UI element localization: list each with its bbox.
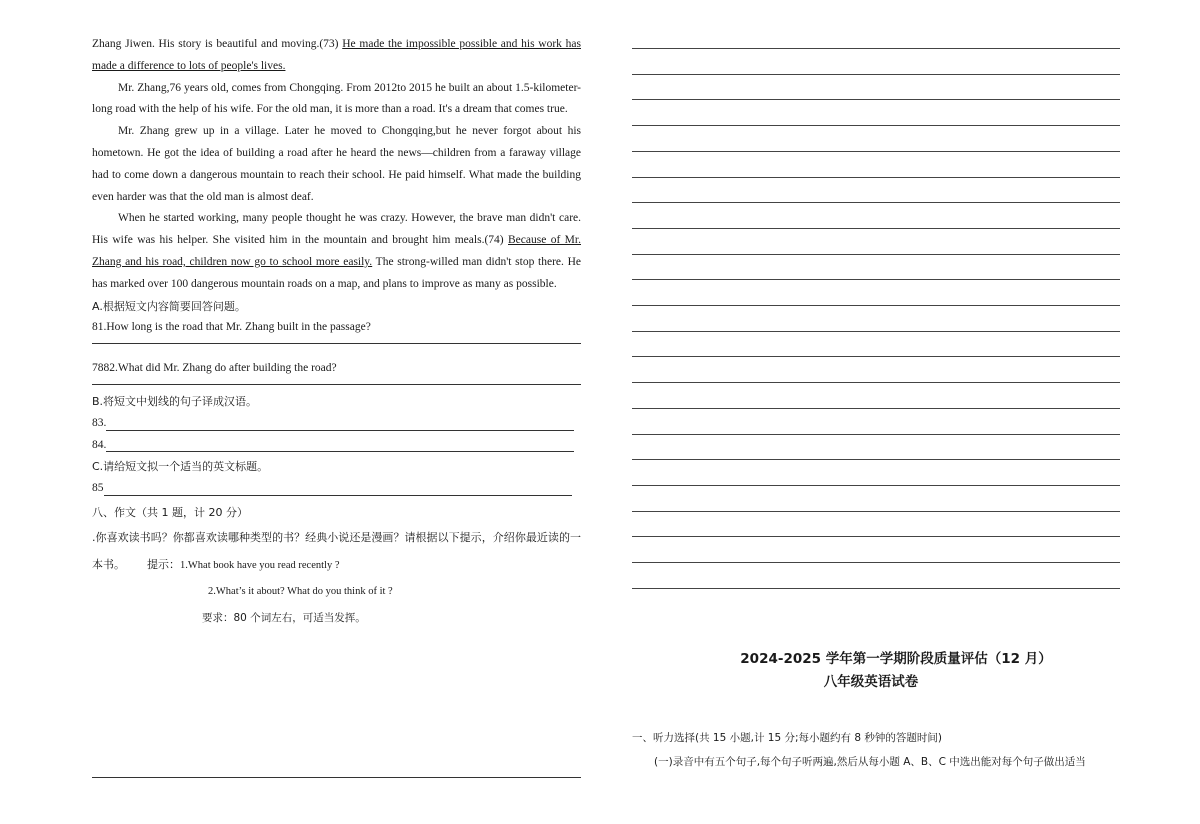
passage-paragraph-4 (92, 208, 581, 295)
answer-line-84[interactable] (106, 437, 574, 452)
writing-line[interactable] (632, 254, 1120, 255)
question-81: 81.How long is the road that Mr. Zhang built in the passage? (92, 321, 371, 334)
answer-line-83[interactable] (106, 416, 574, 431)
exam-title: 2024-2025 学年第一学期阶段质量评估（12 月） (740, 651, 1052, 667)
question-83-number: 83. (92, 416, 107, 429)
answer-line-85[interactable] (104, 481, 572, 496)
writing-line[interactable] (632, 562, 1120, 563)
passage-text: Zhang Jiwen. His story is beautiful and moving.(73) (92, 38, 343, 50)
writing-line[interactable] (632, 408, 1120, 409)
writing-line[interactable] (632, 588, 1120, 589)
writing-line[interactable] (632, 151, 1120, 152)
underlined-sentence-73: He made the impossible possible and his work has made a difference to lots of people's lives. (92, 38, 581, 72)
answer-row-83 (92, 413, 581, 435)
writing-line[interactable] (632, 125, 1120, 126)
writing-line[interactable] (632, 536, 1120, 537)
writing-prompt-text: .你喜欢读书吗？你都喜欢读哪种类型的书？经典小说还是漫画？请根据以下提示，介绍你最近读的一本书。 (92, 530, 581, 571)
passage-paragraph-2: Mr. Zhang,76 years old, comes from Chongqing. From 2012to 2015 he built an about 1.5-kilometer-long road with the help of his wife. For the old man, it is more than a road. It's a dream that comes true. (92, 81, 581, 116)
exam-title-block (632, 648, 1120, 694)
answer-row-84 (92, 435, 581, 457)
section-b-heading: B.将短文中划线的句子译成汉语。 (92, 394, 258, 408)
writing-line[interactable] (632, 434, 1120, 435)
hint-1: 1.What book have you read recently ? (180, 559, 340, 571)
answer-line-82[interactable] (92, 384, 581, 385)
passage-text: When he started working, many people thought he was crazy. However, the brave man didn't care. His wife was his helper. She visited him in the mountain and brought him meals.(74) (92, 212, 581, 247)
answer-line-81[interactable] (92, 343, 581, 344)
question-82: 7882.What did Mr. Zhang do after building the road? (92, 362, 337, 375)
writing-line[interactable] (632, 485, 1120, 486)
question-85-number: 85 (92, 482, 104, 495)
passage-text: The strong-willed man didn't stop there. He has marked over 100 dangerous mountain roads on a map, and plans to improve as many as possible. (92, 255, 581, 290)
writing-line[interactable] (632, 228, 1120, 229)
writing-heading: 八、作文（共 1 题，计 20 分） (92, 505, 248, 519)
writing-line[interactable] (632, 74, 1120, 75)
writing-line[interactable] (632, 177, 1120, 178)
listening-section (632, 726, 1132, 774)
writing-answer-line[interactable] (92, 777, 581, 778)
writing-line[interactable] (632, 48, 1120, 49)
writing-line[interactable] (632, 382, 1120, 383)
hint-2: 2.What’s it about? What do you think of it ? (208, 585, 393, 597)
left-column (92, 34, 581, 631)
writing-line[interactable] (632, 459, 1120, 460)
writing-line[interactable] (632, 305, 1120, 306)
writing-line[interactable] (632, 202, 1120, 203)
writing-prompt (92, 524, 581, 579)
passage-paragraph-3: Mr. Zhang grew up in a village. Later he moved to Chongqing,but he never forgot about his hometown. He got the idea of building a road after he heard the news—children from a faraway village had to come down a dangerous mountain to reach their school. He paid himself. What made the building even harder was that the old man is almost deaf. (92, 125, 581, 203)
listening-heading: 一、听力选择(共 15 小题,计 15 分;每小题约有 8 秒钟的答题时间) (632, 732, 942, 744)
exam-subtitle: 八年级英语试卷 (823, 674, 919, 690)
writing-requirement: 要求：80 个词左右，可适当发挥。 (202, 611, 366, 624)
writing-line[interactable] (632, 356, 1120, 357)
writing-line[interactable] (632, 279, 1120, 280)
answer-row-85 (92, 478, 581, 500)
writing-line[interactable] (632, 511, 1120, 512)
section-c-heading: C.请给短文拟一个适当的英文标题。 (92, 460, 269, 474)
listening-instructions: (一)录音中有五个句子,每个句子听两遍,然后从每小题 A、B、C 中选出能对每个句子做出适当 (654, 756, 1086, 768)
hint-label: 提示： (147, 557, 180, 571)
passage-paragraph-1 (92, 34, 581, 78)
section-a-heading: A.根据短文内容简要回答问题。 (92, 299, 246, 313)
writing-line[interactable] (632, 331, 1120, 332)
question-84-number: 84. (92, 438, 107, 451)
underlined-sentence-74: Because of Mr. Zhang and his road, children now go to school more easily. (92, 234, 581, 268)
writing-line[interactable] (632, 99, 1120, 100)
